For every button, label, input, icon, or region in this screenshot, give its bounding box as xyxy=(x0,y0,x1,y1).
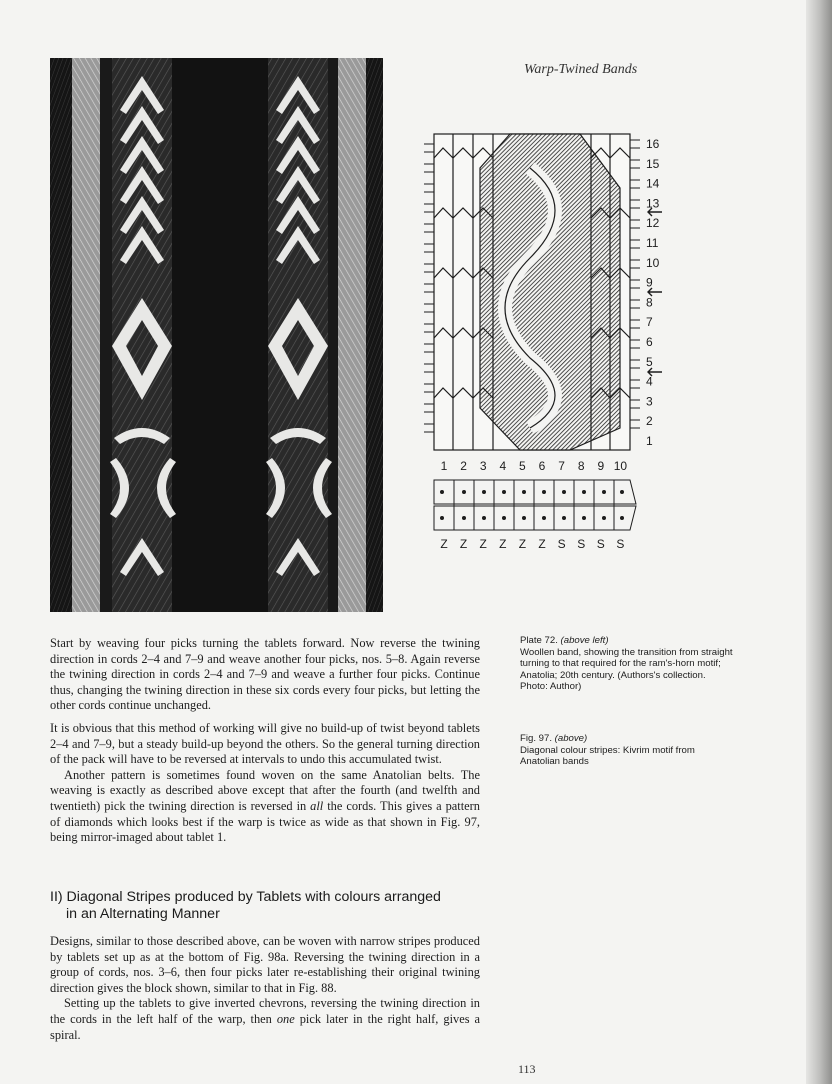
twist-direction-label: Z xyxy=(499,537,507,551)
row-number-label: 11 xyxy=(646,236,659,250)
fig-97-caption xyxy=(520,733,735,768)
twist-direction-label: Z xyxy=(518,537,527,551)
caption-label: Fig. 97. xyxy=(520,733,552,744)
twist-direction-label: Z xyxy=(538,537,546,551)
caption-position: (above) xyxy=(554,733,588,744)
twist-direction-label: S xyxy=(557,537,566,551)
tablet-number-label: 1 xyxy=(440,459,448,473)
caption-text: Woollen band, showing the transition from straight turning to that required for the ram's-horn motif; Anatolia; 20th century. (Authors's collection. Photo: Author) xyxy=(520,646,733,693)
running-head: Warp-Twined Bands xyxy=(524,62,638,77)
tablet-number-label: 10 xyxy=(613,459,628,473)
paragraph-text: Setting up the tablets to give inverted chevrons, reversing the twining direction in the cords in the left half of the warp, then xyxy=(50,996,480,1026)
tablet-number-label: 4 xyxy=(499,459,507,473)
paragraph-text: the cords. This gives a pattern of diamonds which looks best if the warp is twice as wide as that shown in Fig. 97, being mirror-imaged about tablet 1. xyxy=(50,798,480,845)
caption-position: (above left) xyxy=(560,635,609,646)
caption-text: Diagonal colour stripes: Kivrim motif from Anatolian bands xyxy=(520,744,695,768)
row-number-label: 4 xyxy=(646,374,653,389)
tablet-number-label: 3 xyxy=(479,459,487,473)
twist-direction-label: Z xyxy=(440,537,448,551)
body-text-upper xyxy=(50,636,480,846)
body-text-lower xyxy=(50,934,480,1043)
tablet-number-label: 2 xyxy=(460,459,467,473)
section-heading xyxy=(50,889,480,923)
twist-direction-label: S xyxy=(616,537,625,551)
row-number-label: 13 xyxy=(646,196,660,211)
tablet-number-label: 8 xyxy=(577,459,585,473)
row-number-label: 6 xyxy=(646,335,653,349)
row-number-label: 12 xyxy=(646,216,660,231)
tablet-number-label: 5 xyxy=(519,459,526,473)
emphasis: one xyxy=(276,1011,295,1026)
row-number-label: 1 xyxy=(646,434,653,448)
row-number-label: 16 xyxy=(646,137,660,151)
paragraph xyxy=(50,996,480,1043)
section-heading-line: II) Diagonal Stripes produced by Tablets with colours arranged xyxy=(50,889,441,905)
tablet-number-label: 6 xyxy=(538,459,546,473)
paragraph-text: pick later in the right half, gives a spiral. xyxy=(50,1011,480,1042)
twist-direction-label: S xyxy=(596,537,605,551)
section-heading-line: in an Alternating Manner xyxy=(66,906,220,922)
row-number-label: 5 xyxy=(646,354,653,369)
page-number: 113 xyxy=(518,1062,536,1076)
row-number-label: 9 xyxy=(646,275,653,290)
caption-label: Plate 72. xyxy=(520,635,558,646)
fig-97-diagram xyxy=(420,128,680,553)
page-gutter-shadow xyxy=(806,0,832,1084)
paragraph: Start by weaving four picks turning the tablets forward. Now reverse the twining direction in cords 2–4 and 7–9 and weave another four picks, nos. 5–8. Again reverse the twining direction in cords 2–4 and 7–9 and weave a further four picks. Continue thus, changing the twining direction in these six cords every four picks, but letting the other cords continue unchanged. xyxy=(50,636,480,713)
row-number-label: 3 xyxy=(646,394,653,409)
tablet-number-label: 9 xyxy=(597,459,605,473)
row-number-label: 15 xyxy=(646,156,660,171)
emphasis: all xyxy=(310,798,324,813)
twist-direction-label: Z xyxy=(459,537,468,551)
paragraph: It is obvious that this method of working will give no build-up of twist beyond tablets 2–4 and 7–9, but a steady build-up beyond the others. So the general turning direction of the pack will have to be reversed at intervals to undo this accumulated twist. xyxy=(50,720,480,767)
row-number-label: 7 xyxy=(646,315,653,330)
fig-97-drawing xyxy=(420,128,680,553)
row-number-label: 8 xyxy=(646,295,653,310)
twist-direction-label: S xyxy=(577,537,586,551)
plate-72-caption xyxy=(520,635,735,693)
paragraph xyxy=(50,768,480,846)
row-number-label: 14 xyxy=(646,176,660,191)
tablet-number-label: 7 xyxy=(558,459,565,473)
row-number-label: 10 xyxy=(646,255,660,270)
twist-direction-label: Z xyxy=(479,537,487,551)
row-number-label: 2 xyxy=(646,414,653,429)
plate-72-band-photo xyxy=(50,58,383,612)
paragraph-text: Another pattern is sometimes found woven on the same Anatolian belts. The weaving is exactly as described above except that after the fourth (and twelfth and twentieth) pick the twining direction is reversed in xyxy=(50,767,480,813)
paragraph: Designs, similar to those described above, can be woven with narrow stripes produced by tablets set up as at the bottom of Fig. 98a. Reversing the twining direction in a group of cords, nos. 3–6, then four picks later re-establishing their original twining direction gives the block shown, similar to that in Fig. 88. xyxy=(50,934,480,995)
